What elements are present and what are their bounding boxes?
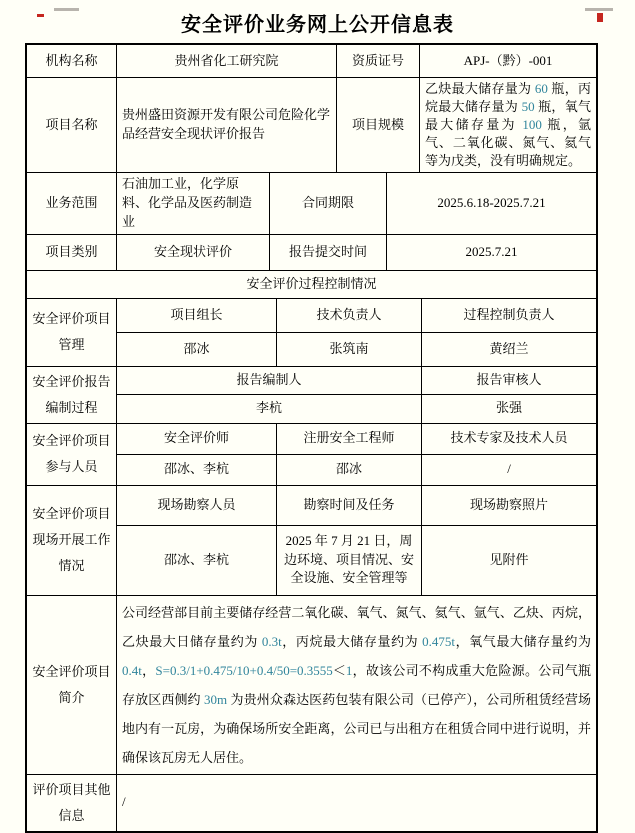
contract-period-value: 2025.6.18-2025.7.21: [387, 173, 596, 235]
screen-artifact-bar-right: [585, 8, 613, 11]
report-header-author: 报告编制人: [117, 367, 422, 396]
management-header-tech: 技术负责人: [277, 299, 422, 333]
management-value-tech: 张筑南: [277, 333, 422, 367]
scope-label: 业务范围: [27, 173, 117, 235]
org-name-label: 机构名称: [27, 45, 117, 78]
screen-artifact-red-right: [597, 13, 603, 22]
report-value-reviewer: 张强: [422, 395, 596, 424]
project-scale-value: 乙炔最大储存量为 60 瓶，丙烷最大储存量为 50 瓶，氧气最大储存量为 100 瓶，氩气、二氧化碳、氮气、氦气等为戊类，没有明确规定。: [420, 78, 596, 173]
info-sheet: [25, 43, 598, 833]
cert-no-value: APJ-（黔）-001: [420, 45, 596, 78]
section-other: [27, 775, 596, 831]
section-site-work: [27, 486, 596, 596]
site-work-label: 安全评价项目现场开展工作情况: [27, 486, 117, 596]
section-process-header: [27, 271, 596, 299]
other-info-label: 评价项目其他信息: [27, 775, 117, 831]
management-header-leader: 项目组长: [117, 299, 277, 333]
submit-time-label: 报告提交时间: [270, 235, 387, 271]
management-header-process: 过程控制负责人: [422, 299, 596, 333]
submit-time-value: 2025.7.21: [387, 235, 596, 271]
other-info-value: /: [122, 794, 126, 810]
participants-header-experts: 技术专家及技术人员: [422, 424, 596, 455]
section-participants: [27, 424, 596, 486]
management-label: 安全评价项目管理: [27, 299, 117, 367]
category-value: 安全现状评价: [117, 235, 270, 271]
scope-value: 石油加工业，化学原料、化学品及医药制造业: [117, 173, 270, 235]
screen-artifact-red-left: [37, 14, 44, 17]
site-work-header-photos: 现场勘察照片: [422, 486, 596, 526]
screen-artifact-bar-left: [54, 8, 79, 11]
report-header-reviewer: 报告审核人: [422, 367, 596, 396]
section-management: [27, 299, 596, 367]
project-scale-label: 项目规模: [337, 78, 420, 173]
org-name-value: 贵州省化工研究院: [117, 45, 337, 78]
participants-header-engineer: 注册安全工程师: [277, 424, 422, 455]
management-value-process: 黄绍兰: [422, 333, 596, 367]
participants-value-engineer: 邵冰: [277, 455, 422, 486]
participants-value-experts: /: [422, 455, 596, 486]
intro-text: 公司经营部目前主要储存经营二氧化碳、氧气、氮气、氦气、氩气、乙炔、丙烷，乙炔最大日储存量约为 0.3t，丙烷最大储存量约为 0.475t，氧气最大储存量约为 0.4t，S=0.3/1+0.475/10+0.4/50=0.3555＜1，故该公司不构成重大危险源。公司气瓶存放区西侧约 30m 为贵州众森达医药包装有限公司（已停产），公司所租赁经营场地内有一瓦房，为确保场所安全距离，公司已与出租方在租赁合同中进行说明，并确保该瓦房无人居住。: [117, 596, 596, 775]
process-control-title: 安全评价过程控制情况: [27, 271, 596, 299]
site-work-value-photos: 见附件: [422, 526, 596, 596]
category-label: 项目类别: [27, 235, 117, 271]
participants-header-assessor: 安全评价师: [117, 424, 277, 455]
intro-label: 安全评价项目简介: [27, 596, 117, 775]
site-work-header-time: 勘察时间及任务: [277, 486, 422, 526]
site-work-value-time: 2025 年 7 月 21 日，周边环境、项目情况、安全设施、安全管理等: [277, 526, 422, 596]
report-label: 安全评价报告编制过程: [27, 367, 117, 424]
participants-value-assessor: 邵冰、李杭: [117, 455, 277, 486]
project-name-value: 贵州盛田资源开发有限公司危险化学品经营安全现状评价报告: [117, 78, 337, 173]
section-intro: [27, 596, 596, 775]
section-basic-top: [27, 45, 596, 173]
site-work-header-staff: 现场勘察人员: [117, 486, 277, 526]
participants-label: 安全评价项目参与人员: [27, 424, 117, 486]
page-title: 安全评价业务网上公开信息表: [181, 14, 454, 36]
contract-period-label: 合同期限: [270, 173, 387, 235]
section-basic-bottom: [27, 173, 596, 271]
cert-no-label: 资质证号: [337, 45, 420, 78]
report-value-author: 李杭: [117, 395, 422, 424]
section-report: [27, 367, 596, 424]
site-work-value-staff: 邵冰、李杭: [117, 526, 277, 596]
project-name-label: 项目名称: [27, 78, 117, 173]
management-value-leader: 邵冰: [117, 333, 277, 367]
